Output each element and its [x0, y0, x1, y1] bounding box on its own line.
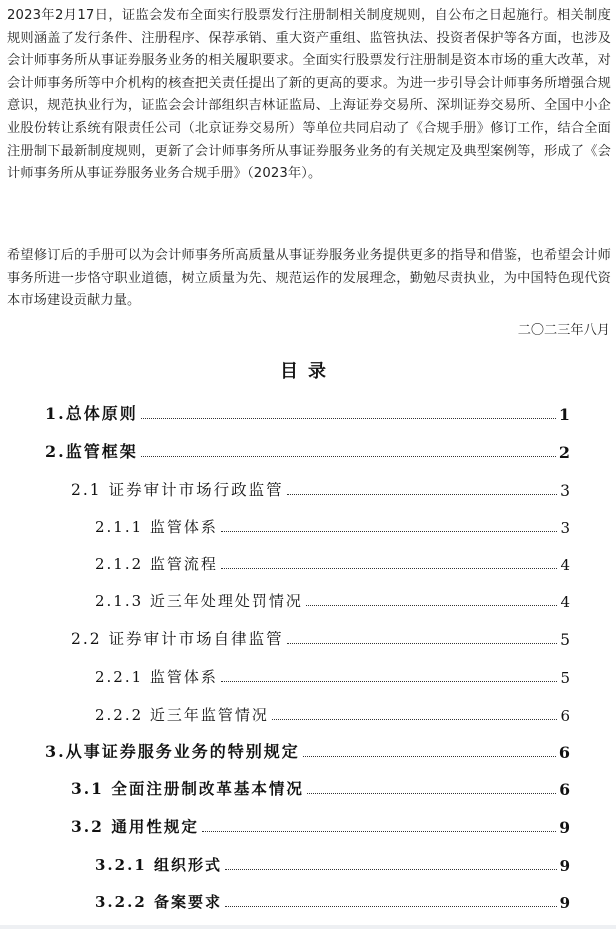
toc-entry[interactable]: [95, 550, 570, 574]
toc-entry[interactable]: [95, 888, 570, 912]
toc-entry-label: 3.1 全面注册制改革基本情况: [71, 779, 304, 798]
dot-leader: [141, 455, 556, 457]
toc-entry-label: 3.2.1 组织形式: [95, 856, 222, 874]
toc-entry-page: 2: [558, 443, 570, 462]
bottom-edge-bar: [0, 925, 616, 929]
toc-entry[interactable]: [45, 438, 570, 462]
dot-leader: [303, 755, 556, 757]
toc-entry-label: 3.2 通用性规定: [71, 817, 199, 836]
toc-entry[interactable]: [71, 813, 570, 837]
dot-leader: [221, 567, 558, 569]
toc-entry-page: 3: [560, 519, 570, 537]
toc-entry[interactable]: [45, 738, 570, 762]
toc-entry-page: 6: [560, 707, 570, 725]
toc-entry-page: 1: [558, 405, 570, 424]
toc-entry[interactable]: [45, 400, 570, 424]
document-date: 二〇二三年八月: [517, 323, 610, 338]
toc-entry-label: 3.从事证券服务业务的特别规定: [45, 742, 300, 761]
dot-leader: [287, 642, 558, 644]
toc-entry-label: 2.2.2 近三年监管情况: [95, 706, 269, 724]
toc-entry-page: 9: [559, 894, 570, 912]
toc-entry-label: 2.监管框架: [45, 442, 138, 461]
toc-entry-label: 2.1 证券审计市场行政监管: [71, 481, 284, 499]
dot-leader: [221, 530, 558, 532]
toc-entry-label: 2.1.3 近三年处理处罚情况: [95, 592, 303, 610]
toc-entry-page: 6: [559, 780, 570, 799]
toc-entry-label: 2.1.2 监管流程: [95, 555, 218, 573]
dot-leader: [287, 493, 558, 495]
toc-entry-page: 9: [559, 818, 570, 837]
toc-entry-label: 2.1.1 监管体系: [95, 518, 218, 536]
toc-entry-page: 6: [558, 743, 570, 762]
dot-leader: [221, 680, 558, 682]
toc-entry-page: 5: [560, 669, 570, 687]
dot-leader: [141, 417, 556, 419]
intro-paragraph-1: 2023年2月17日，证监会发布全面实行股票发行注册制相关制度规则，自公布之日起施行。相关制度规则涵盖了发行条件、注册程序、保荐承销、重大资产重组、监管执法、投资者保护等各方面，也涉及会计师事务所从事证券服务业务的相关履职要求。全面实行股票发行注册制是资本市场的重大改革，对会计师事务所等中介机构的核查把关责任提出了新的更高的要求。为进一步引导会计师事务所增强合规意识，规范执业行为，证监会会计部组织吉林证监局、上海证券交易所、深圳证券交易所、全国中小企业股份转让系统有限责任公司（北京证券交易所）等单位共同启动了《合规手册》修订工作，结合全面注册制下最新制度规则，更新了会计师事务所从事证券服务业务的有关规定及典型案例等，形成了《会计师事务所从事证券服务业务合规手册》（2023年）。: [7, 8, 611, 182]
toc-entry[interactable]: [95, 663, 570, 687]
dot-leader: [307, 792, 556, 794]
toc-entry[interactable]: [95, 701, 570, 725]
toc-title: 目录: [280, 361, 336, 382]
toc-entry-page: 4: [560, 593, 570, 611]
toc-entry-page: 4: [560, 556, 570, 574]
toc-entry-label: 3.2.2 备案要求: [95, 893, 222, 911]
toc-entry[interactable]: [71, 775, 570, 799]
toc-entry-label: 1.总体原则: [45, 404, 138, 423]
dot-leader: [225, 868, 557, 870]
intro-paragraph-2: 希望修订后的手册可以为会计师事务所高质量从事证券服务业务提供更多的指导和借鉴，也希望会计师事务所进一步恪守职业道德，树立质量为先、规范运作的发展理念，勤勉尽责执业，为中国特色现代资本市场建设贡献力量。: [7, 248, 611, 309]
toc-entry[interactable]: [95, 587, 570, 611]
toc-entry[interactable]: [71, 476, 570, 500]
dot-leader: [306, 604, 558, 606]
dot-leader: [202, 830, 556, 832]
toc-entry-label: 2.2.1 监管体系: [95, 668, 218, 686]
toc-entry[interactable]: [71, 625, 570, 649]
toc-entry-page: 5: [560, 631, 570, 649]
toc-entry-page: 9: [559, 857, 570, 875]
dot-leader: [272, 718, 558, 720]
toc-entry-page: 3: [560, 482, 570, 500]
toc-entry[interactable]: [95, 851, 570, 875]
dot-leader: [225, 905, 557, 907]
toc-entry-label: 2.2 证券审计市场自律监管: [71, 630, 284, 648]
toc-entry[interactable]: [95, 513, 570, 537]
